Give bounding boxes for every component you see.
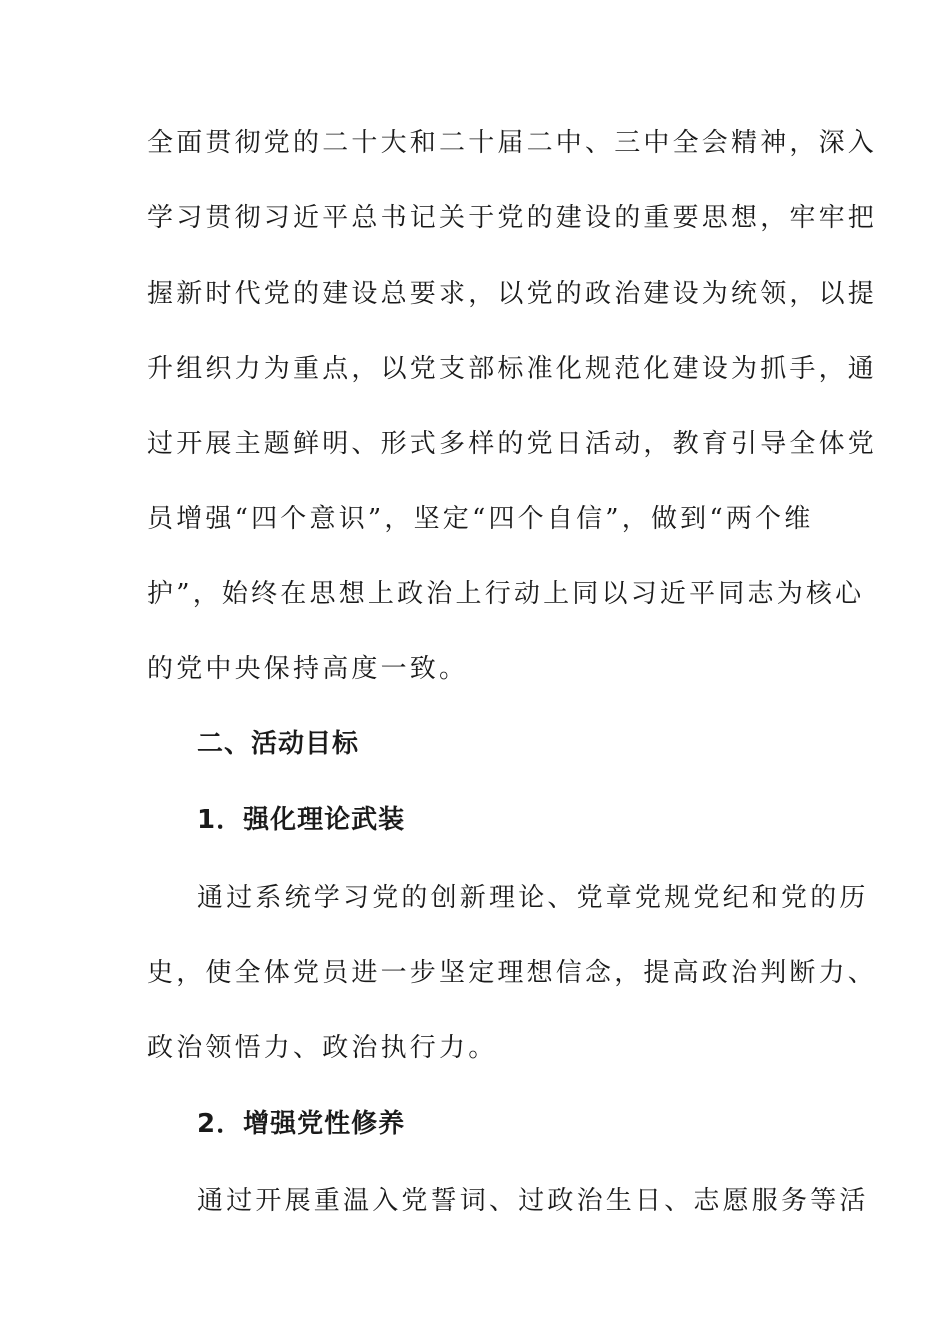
paragraph-line: 握新时代党的建设总要求，以党的政治建设为统领，以提: [147, 279, 878, 309]
section-heading: 二、活动目标: [197, 729, 360, 759]
paragraph-line: 员增强“四个意识”，坚定“四个自信”，做到“两个维: [147, 504, 814, 534]
paragraph-line: 护”，始终在思想上政治上行动上同以习近平同志为核心: [147, 579, 865, 609]
item-1-heading: 1．强化理论武装: [197, 805, 406, 835]
paragraph-line: 的党中央保持高度一致。: [147, 654, 469, 684]
item-2-heading: 2．增强党性修养: [197, 1109, 406, 1139]
paragraph-line: 学习贯彻习近平总书记关于党的建设的重要思想，牢牢把: [147, 203, 878, 233]
paragraph-line: 升组织力为重点，以党支部标准化规范化建设为抓手，通: [147, 354, 878, 384]
paragraph-line: 全面贯彻党的二十大和二十届二中、三中全会精神，深入: [147, 128, 878, 158]
item-1-line: 通过系统学习党的创新理论、党章党规党纪和党的历: [197, 883, 869, 913]
paragraph-line: 过开展主题鲜明、形式多样的党日活动，教育引导全体党: [147, 429, 878, 459]
item-1-line: 史，使全体党员进一步坚定理想信念，提高政治判断力、: [147, 958, 878, 988]
item-1-line: 政治领悟力、政治执行力。: [147, 1033, 498, 1063]
item-2-line: 通过开展重温入党誓词、过政治生日、志愿服务等活: [197, 1186, 869, 1216]
